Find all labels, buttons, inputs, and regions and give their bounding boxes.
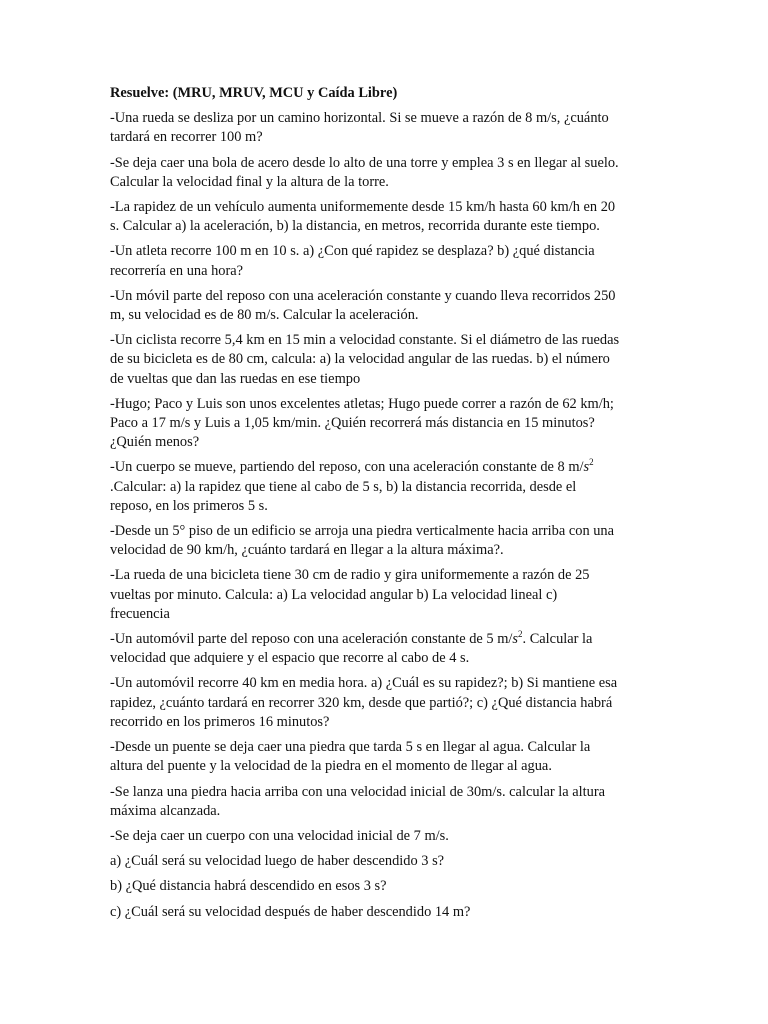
problem-line: m, su velocidad es de 80 m/s. Calcular la aceleración.: [110, 307, 419, 324]
problem-3: [110, 198, 660, 236]
problem-11: [110, 630, 660, 668]
document-title: Resuelve: (MRU, MRUV, MCU y Caída Libre): [110, 85, 398, 101]
problem-line: b) ¿Qué distancia habrá descendido en esos 3 s?: [110, 878, 387, 895]
problem-line: vueltas por minuto. Calcula: a) La velocidad angular b) La velocidad lineal c): [110, 586, 558, 603]
problem-12: [110, 674, 660, 732]
unit-seconds: s: [583, 459, 590, 476]
problem-line: recorrería en una hora?: [110, 262, 244, 279]
problem-15a: [110, 852, 660, 871]
problem-2: [110, 154, 660, 192]
problem-15c: [110, 903, 660, 922]
problem-line: -Se lanza una piedra hacia arriba con una velocidad inicial de 30m/s. calcular la altura: [110, 783, 606, 800]
problem-line: .Calcular: a) la rapidez que tiene al cabo de 5 s, b) la distancia recorrida, desde el: [110, 478, 577, 495]
problem-text: -Un cuerpo se mueve, partiendo del reposo, con una aceleración constante de 8 m/: [110, 459, 584, 476]
problem-line: -Se deja caer un cuerpo con una velocidad inicial de 7 m/s.: [110, 827, 449, 844]
problem-13: [110, 738, 660, 776]
problem-line: a) ¿Cuál será su velocidad luego de haber descendido 3 s?: [110, 853, 445, 870]
problem-line: máxima alcanzada.: [110, 802, 221, 819]
problem-9: [110, 522, 660, 560]
problem-4: [110, 242, 660, 280]
problem-line: -Un automóvil recorre 40 km en media hora. a) ¿Cuál es su rapidez?; b) Si mantiene esa: [110, 675, 618, 692]
problem-line: -La rueda de una bicicleta tiene 30 cm de radio y gira uniformemente a razón de 25: [110, 567, 590, 584]
problem-14: [110, 783, 660, 821]
problem-15: [110, 827, 660, 846]
problem-line: tardará en recorrer 100 m?: [110, 129, 263, 146]
problem-line: recorrido en los primeros 16 minutos?: [110, 713, 330, 730]
problem-line: reposo, en los primeros 5 s.: [110, 497, 268, 514]
problem-line: c) ¿Cuál será su velocidad después de haber descendido 14 m?: [110, 903, 471, 920]
problem-line: Calcular la velocidad final y la altura de la torre.: [110, 173, 389, 190]
problem-line: s. Calcular a) la aceleración, b) la distancia, en metros, recorrida durante este tiempo.: [110, 218, 600, 235]
problem-line-with-unit: [110, 630, 660, 649]
problem-15b: [110, 877, 660, 896]
problem-5: [110, 287, 660, 325]
problem-text: . Calcular la: [522, 631, 593, 648]
problem-7: [110, 395, 660, 453]
problem-line: -Desde un puente se deja caer una piedra que tarda 5 s en llegar al agua. Calcular la: [110, 739, 591, 756]
problem-1: [110, 109, 660, 147]
problem-line-with-unit: [110, 458, 660, 477]
problem-line: -La rapidez de un vehículo aumenta uniformemente desde 15 km/h hasta 60 km/h en 20: [110, 199, 616, 216]
problem-line: de vueltas que dan las ruedas en ese tiempo: [110, 370, 361, 387]
problem-line: frecuencia: [110, 605, 170, 622]
problem-line: velocidad de 90 km/h, ¿cuánto tardará en llegar a la altura máxima?.: [110, 542, 504, 559]
problem-line: velocidad que adquiere y el espacio que recorre al cabo de 4 s.: [110, 650, 470, 667]
problem-line: -Un móvil parte del reposo con una aceleración constante y cuando lleva recorridos 250: [110, 287, 616, 304]
document-page: [110, 84, 660, 928]
problem-line: ¿Quién menos?: [110, 434, 200, 451]
problem-line: Paco a 17 m/s y Luis a 1,05 km/min. ¿Quién recorrerá más distancia en 15 minutos?: [110, 415, 595, 432]
problem-10: [110, 566, 660, 624]
problem-line: -Desde un 5° piso de un edificio se arroja una piedra verticalmente hacia arriba con una: [110, 523, 615, 540]
problem-line: -Un atleta recorre 100 m en 10 s. a) ¿Con qué rapidez se desplaza? b) ¿qué distancia: [110, 243, 595, 260]
unit-seconds: s: [512, 631, 518, 648]
problem-line: de su bicicleta es de 80 cm, calcula: a) la velocidad angular de las ruedas. b) el número: [110, 351, 610, 368]
problem-text: -Un automóvil parte del reposo con una aceleración constante de 5 m/: [110, 631, 513, 648]
problem-6: [110, 331, 660, 389]
unit-exponent: 2: [589, 457, 594, 468]
problem-line: -Una rueda se desliza por un camino horizontal. Si se mueve a razón de 8 m/s, ¿cuánto: [110, 110, 609, 127]
problem-line: -Hugo; Paco y Luis son unos excelentes atletas; Hugo puede correr a razón de 62 km/h;: [110, 395, 614, 412]
problem-line: altura del puente y la velocidad de la piedra en el momento de llegar al agua.: [110, 758, 552, 775]
problem-line: -Se deja caer una bola de acero desde lo alto de una torre y emplea 3 s en llegar al suelo.: [110, 154, 619, 171]
unit-exponent: 2: [518, 629, 523, 640]
problem-8: [110, 458, 660, 516]
problem-line: rapidez, ¿cuánto tardará en recorrer 320 km, desde que partió?; c) ¿Qué distancia habrá: [110, 694, 613, 711]
problem-line: -Un ciclista recorre 5,4 km en 15 min a velocidad constante. Si el diámetro de las ruedas: [110, 332, 620, 349]
